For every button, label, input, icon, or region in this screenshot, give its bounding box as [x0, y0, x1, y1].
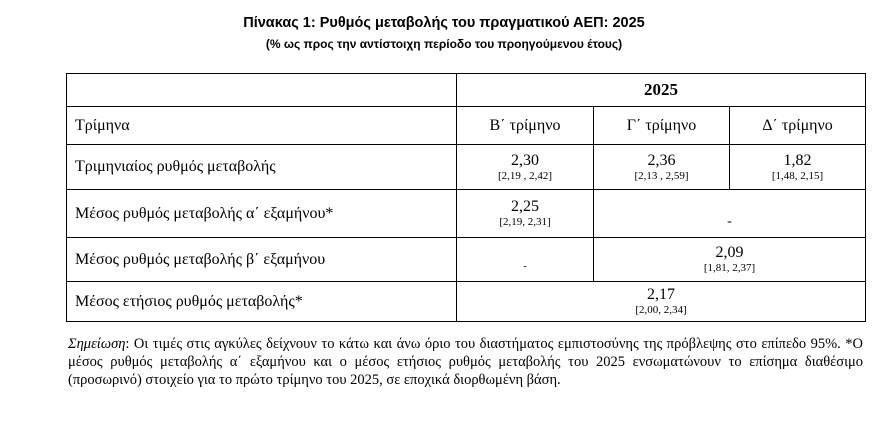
dash: - — [523, 260, 527, 272]
value-cell — [457, 282, 866, 322]
table-title: Πίνακας 1: Ρυθμός μεταβολής του πραγματικού ΑΕΠ: 2025 — [243, 15, 645, 31]
empty-corner-cell — [67, 74, 457, 107]
empty-value-cell — [594, 190, 866, 238]
value-cell — [594, 238, 866, 282]
empty-value-cell — [457, 238, 594, 282]
table-note — [68, 335, 863, 389]
value-cell — [457, 145, 594, 190]
note-text: : Οι τιμές στις αγκύλες δείχνουν το κάτω και άνω όριο του διαστήματος εμπιστοσύνης της πρόβλεψης στο επίπεδο 95%. *Ο μέσος ρυθμός μεταβολής α΄ εξαμήνου και ο μέσος ετήσιος ρυθμός μεταβολής του 2025 ενσωματώνουν το επίσημα διαθέσιμο (προσωρινό) στοιχείο για το πρώτο τρίμηνο του 2025, σε εποχικά διορθωμένη βάση. — [68, 336, 863, 388]
row-label: Μέσος ετήσιος ρυθμός μεταβολής* — [67, 282, 457, 322]
confidence-interval: [2,19, 2,31] — [499, 216, 551, 228]
value: 2,09 — [715, 244, 744, 261]
value: 2,17 — [647, 286, 676, 303]
year-label: 2025 — [644, 80, 679, 99]
confidence-interval: [2,13 , 2,59] — [634, 169, 689, 182]
row-label: Μέσος ρυθμός μεταβολής α΄ εξαμήνου* — [67, 190, 457, 238]
year-header-cell — [457, 74, 866, 107]
table-subtitle: (% ως προς την αντίστοιχη περίοδο του προηγούμενου έτους) — [265, 37, 623, 51]
quarter-header-c: Γ΄ τρίμηνο — [594, 107, 730, 145]
confidence-interval: [1,48, 2,15] — [771, 169, 824, 182]
table-row — [67, 190, 866, 238]
confidence-interval: [2,00, 2,34] — [635, 304, 687, 316]
value: 2,30 — [511, 151, 539, 169]
row-label: Μέσος ρυθμός μεταβολής β΄ εξαμήνου — [67, 238, 457, 282]
confidence-interval: [1,81, 2,37] — [703, 262, 756, 274]
table-row — [67, 238, 866, 282]
row-label: Τριμηνιαίος ρυθμός μεταβολής — [67, 145, 457, 190]
quarter-header-row — [67, 107, 866, 145]
quarter-header-b: Β΄ τρίμηνο — [457, 107, 594, 145]
year-row — [67, 74, 866, 107]
value-cell — [457, 190, 594, 238]
value-cell — [594, 145, 730, 190]
value-cell — [730, 145, 866, 190]
confidence-interval: [2,19 , 2,42] — [497, 169, 553, 182]
value: 2,25 — [511, 198, 539, 215]
table-row — [67, 282, 866, 322]
quarter-header-d: Δ΄ τρίμηνο — [730, 107, 866, 145]
value: 2,36 — [647, 151, 676, 169]
dash: - — [727, 213, 732, 229]
value: 1,82 — [783, 151, 812, 169]
gdp-table — [66, 73, 866, 322]
note-lead: Σημείωση — [68, 336, 126, 352]
quarters-label: Τρίμηνα — [67, 107, 457, 145]
table-row — [67, 145, 866, 190]
